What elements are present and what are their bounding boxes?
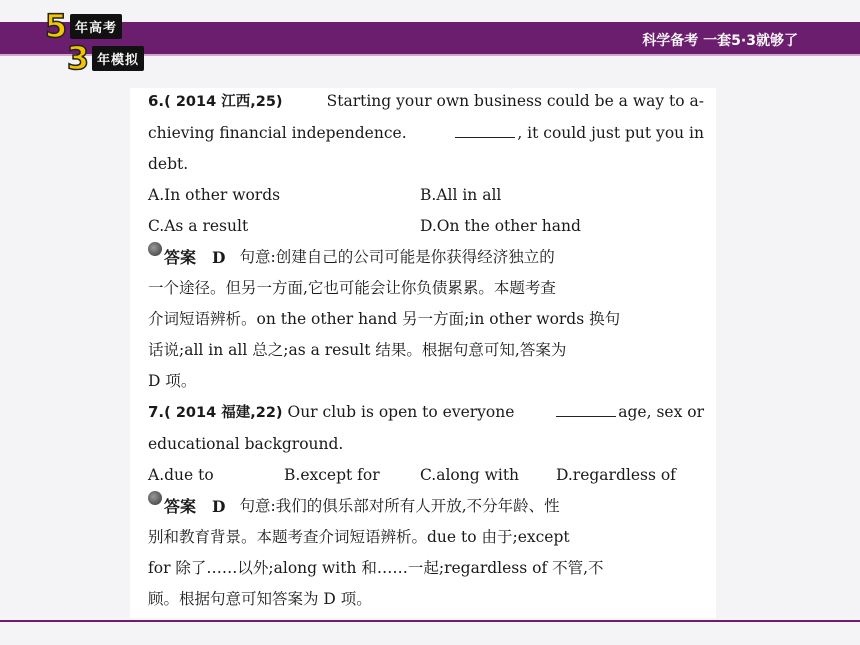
q6-number: 6. bbox=[148, 92, 165, 110]
question-7 bbox=[148, 397, 704, 615]
q7-option-c: C.along with bbox=[420, 466, 520, 484]
q7-answer-blank bbox=[556, 398, 616, 417]
q6-head bbox=[148, 86, 283, 118]
q7-option-d: D.regardless of bbox=[556, 466, 676, 484]
q6-explanation-line bbox=[148, 242, 704, 273]
q6-answer-letter: D bbox=[212, 248, 226, 267]
brand-logo bbox=[44, 7, 194, 77]
q7-number: 7. bbox=[148, 403, 165, 421]
logo-text-bottom: 年模拟 bbox=[92, 46, 144, 71]
q6-options bbox=[148, 180, 704, 242]
q6-stem-line bbox=[148, 118, 704, 149]
q7-stem-text-2: educational background. bbox=[148, 435, 344, 453]
answer-bullet-icon bbox=[148, 242, 162, 256]
q6-option-d: D.On the other hand bbox=[420, 217, 581, 235]
q7-stem-text-1a: Our club is open to everyone bbox=[287, 403, 515, 421]
q7-option-b: B.except for bbox=[284, 466, 380, 484]
q7-answer-letter: D bbox=[212, 497, 226, 516]
q6-answer-blank bbox=[455, 119, 515, 138]
q6-stem-text-2a: chieving financial independence. bbox=[148, 124, 407, 142]
q6-stem-text-1: Starting your own business could be a way to a- bbox=[326, 92, 704, 110]
q6-answer-label: 答案 bbox=[164, 248, 197, 267]
q6-stem-line bbox=[148, 86, 704, 118]
q6-option-a: A.In other words bbox=[148, 186, 281, 204]
answer-bullet-icon bbox=[148, 491, 162, 505]
q6-stem-text-2b: , it could just put you in bbox=[517, 124, 704, 142]
q6-answer bbox=[148, 242, 704, 397]
q7-explanation-line: 顾。根据句意可知答案为 D 项。 bbox=[148, 590, 372, 608]
q6-stem-text-3: debt. bbox=[148, 155, 189, 173]
logo-text-top: 年高考 bbox=[70, 14, 122, 39]
header-slogan: 科学备考 一套5·3就够了 bbox=[642, 33, 798, 49]
logo-row-bottom bbox=[66, 39, 144, 77]
q6-explanation-line: 介词短语辨析。on the other hand 另一方面;in other words 换句 bbox=[148, 310, 621, 328]
q6-explanation-line: 话说;all in all 总之;as a result 结果。根据句意可知,答案为 bbox=[148, 341, 567, 359]
q7-stem-text-1b: age, sex or bbox=[618, 403, 704, 421]
logo-digit-five: 5 bbox=[44, 7, 68, 45]
q6-explanation-line: D 项。 bbox=[148, 372, 197, 390]
question-6 bbox=[148, 86, 704, 397]
logo-row-top bbox=[44, 7, 122, 45]
q7-stem-line bbox=[148, 429, 704, 460]
question-area bbox=[148, 86, 704, 615]
q6-option-c: C.As a result bbox=[148, 217, 249, 235]
q6-explanation-text: 句意:创建自己的公司可能是你获得经济独立的 bbox=[239, 248, 555, 266]
q7-options bbox=[148, 460, 704, 491]
q6-explanation-line: 一个途径。但另一方面,它也可能会让你负债累累。本题考查 bbox=[148, 279, 556, 297]
q7-head bbox=[148, 397, 514, 429]
q7-explanation-line: 别和教育背景。本题考查介词短语辨析。due to 由于;except bbox=[148, 528, 570, 546]
logo-digit-three: 3 bbox=[66, 39, 90, 77]
q7-explanation-line: for 除了……以外;along with 和……一起;regardless of 不管,不 bbox=[148, 559, 604, 577]
footer-divider bbox=[0, 620, 860, 622]
q6-source: ( 2014 江西,25) bbox=[164, 94, 283, 110]
q7-explanation-text: 句意:我们的俱乐部对所有人开放,不分年龄、性 bbox=[239, 497, 560, 515]
q7-option-a: A.due to bbox=[148, 466, 214, 484]
q7-answer bbox=[148, 491, 704, 615]
q7-explanation-line bbox=[148, 491, 704, 522]
q7-answer-label: 答案 bbox=[164, 497, 197, 516]
q7-source: ( 2014 福建,22) bbox=[164, 405, 283, 421]
q6-stem-line bbox=[148, 149, 704, 180]
q6-option-b: B.All in all bbox=[420, 186, 502, 204]
q7-stem-line bbox=[148, 397, 704, 429]
